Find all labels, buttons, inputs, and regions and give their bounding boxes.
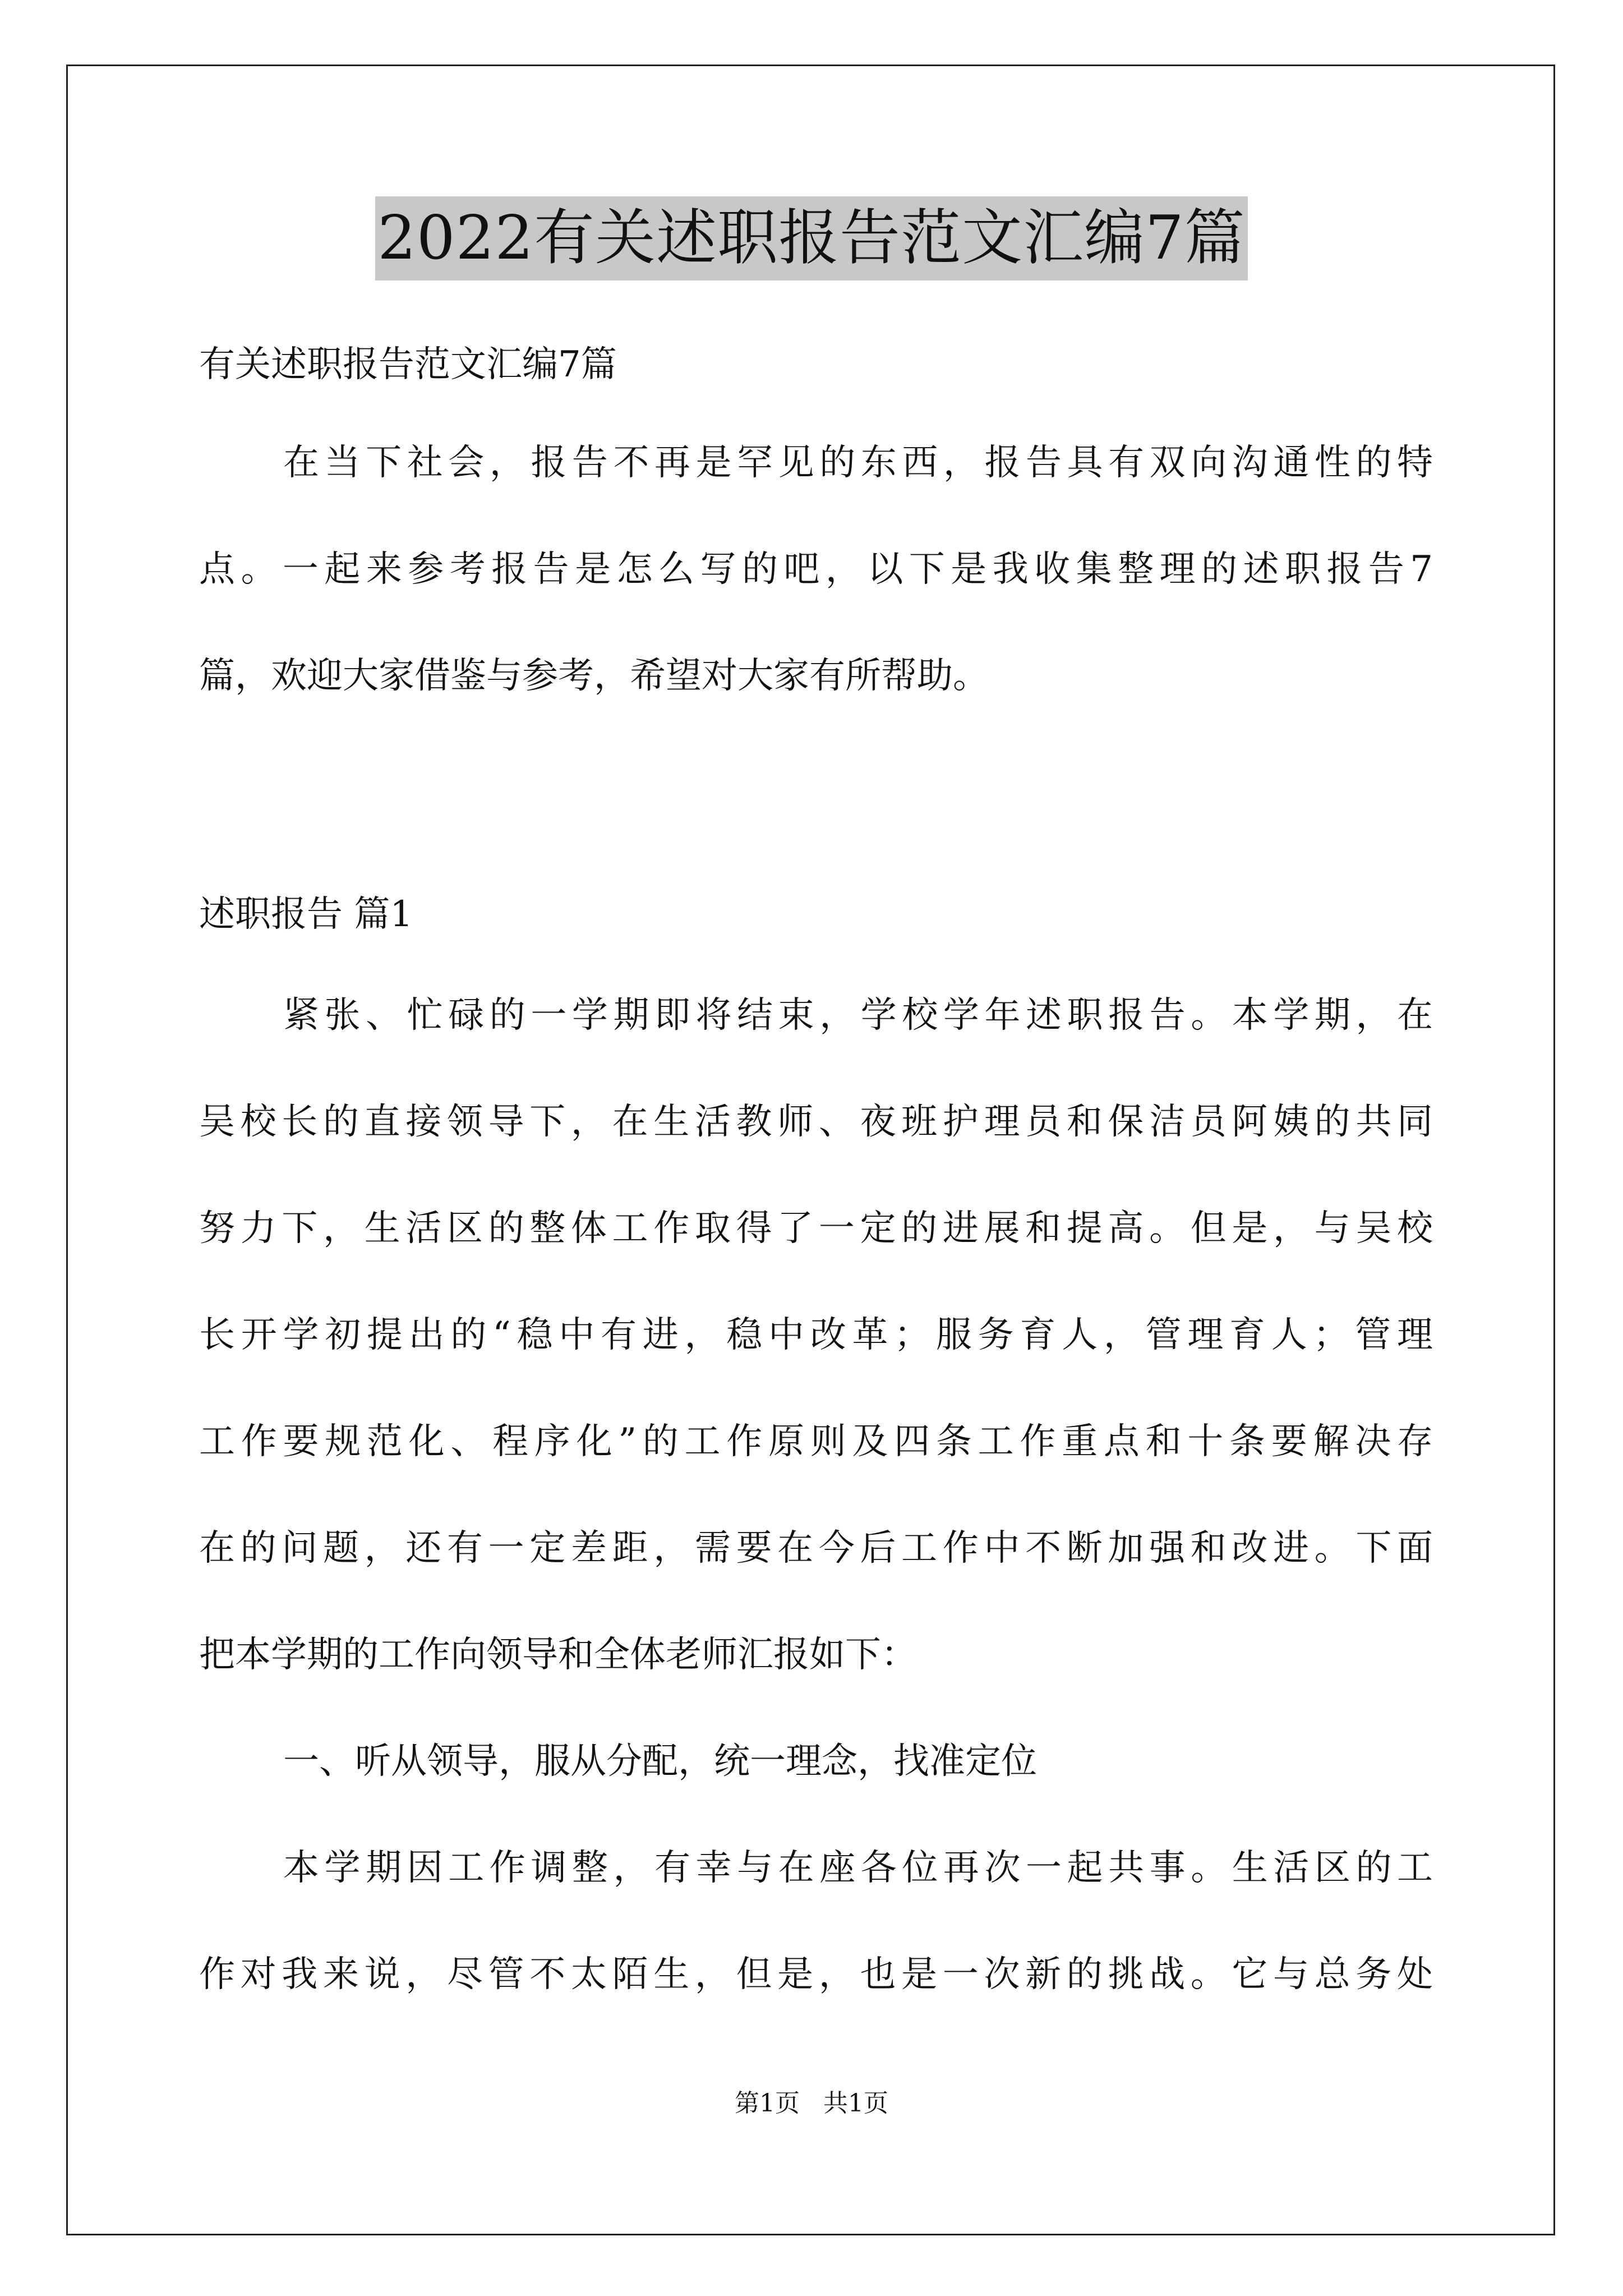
point-line-2: 作对我来说，尽管不太陌生，但是，也是一次新的挑战。它与总务处 — [199, 1954, 1433, 1995]
page-footer — [0, 2087, 1623, 2120]
intro-line-1: 在当下社会，报告不再是罕见的东西，报告具有双向沟通性的特 — [283, 442, 1433, 484]
section-line-1: 紧张、忙碌的一学期即将结束，学校学年述职报告。本学期，在 — [283, 995, 1433, 1036]
intro-line-3: 篇，欢迎大家借鉴与参考，希望对大家有所帮助。 — [199, 655, 989, 697]
section-heading: 述职报告 篇1 — [199, 894, 413, 935]
section-line-2: 吴校长的直接领导下，在生活教师、夜班护理员和保洁员阿姨的共同 — [199, 1101, 1433, 1143]
point-heading: 一、听从领导，服从分配，统一理念，找准定位 — [283, 1741, 1037, 1782]
point-line-1: 本学期因工作调整，有幸与在座各位再次一起共事。生活区的工 — [283, 1847, 1433, 1889]
section-line-4: 长开学初提出的“稳中有进，稳中改革；服务育人，管理育人；管理 — [199, 1314, 1433, 1356]
section-line-5: 工作要规范化、程序化”的工作原则及四条工作重点和十条要解决存 — [199, 1421, 1433, 1462]
section-line-7: 把本学期的工作向领导和全体老师汇报如下： — [199, 1634, 917, 1676]
section-line-6: 在的问题，还有一定差距，需要在今后工作中不断加强和改进。下面 — [199, 1527, 1433, 1569]
document-subtitle: 有关述职报告范文汇编7篇 — [199, 344, 617, 385]
document-title: 2022有关述职报告范文汇编7篇 — [375, 196, 1248, 280]
page-border — [66, 65, 1555, 2235]
page-number: 第1页 — [735, 2089, 800, 2118]
section-line-3: 努力下，生活区的整体工作取得了一定的进展和提高。但是，与吴校 — [199, 1208, 1433, 1249]
title-container — [0, 196, 1623, 280]
intro-line-2: 点。一起来参考报告是怎么写的吧，以下是我收集整理的述职报告7 — [199, 549, 1433, 590]
page-total: 共1页 — [823, 2089, 888, 2118]
